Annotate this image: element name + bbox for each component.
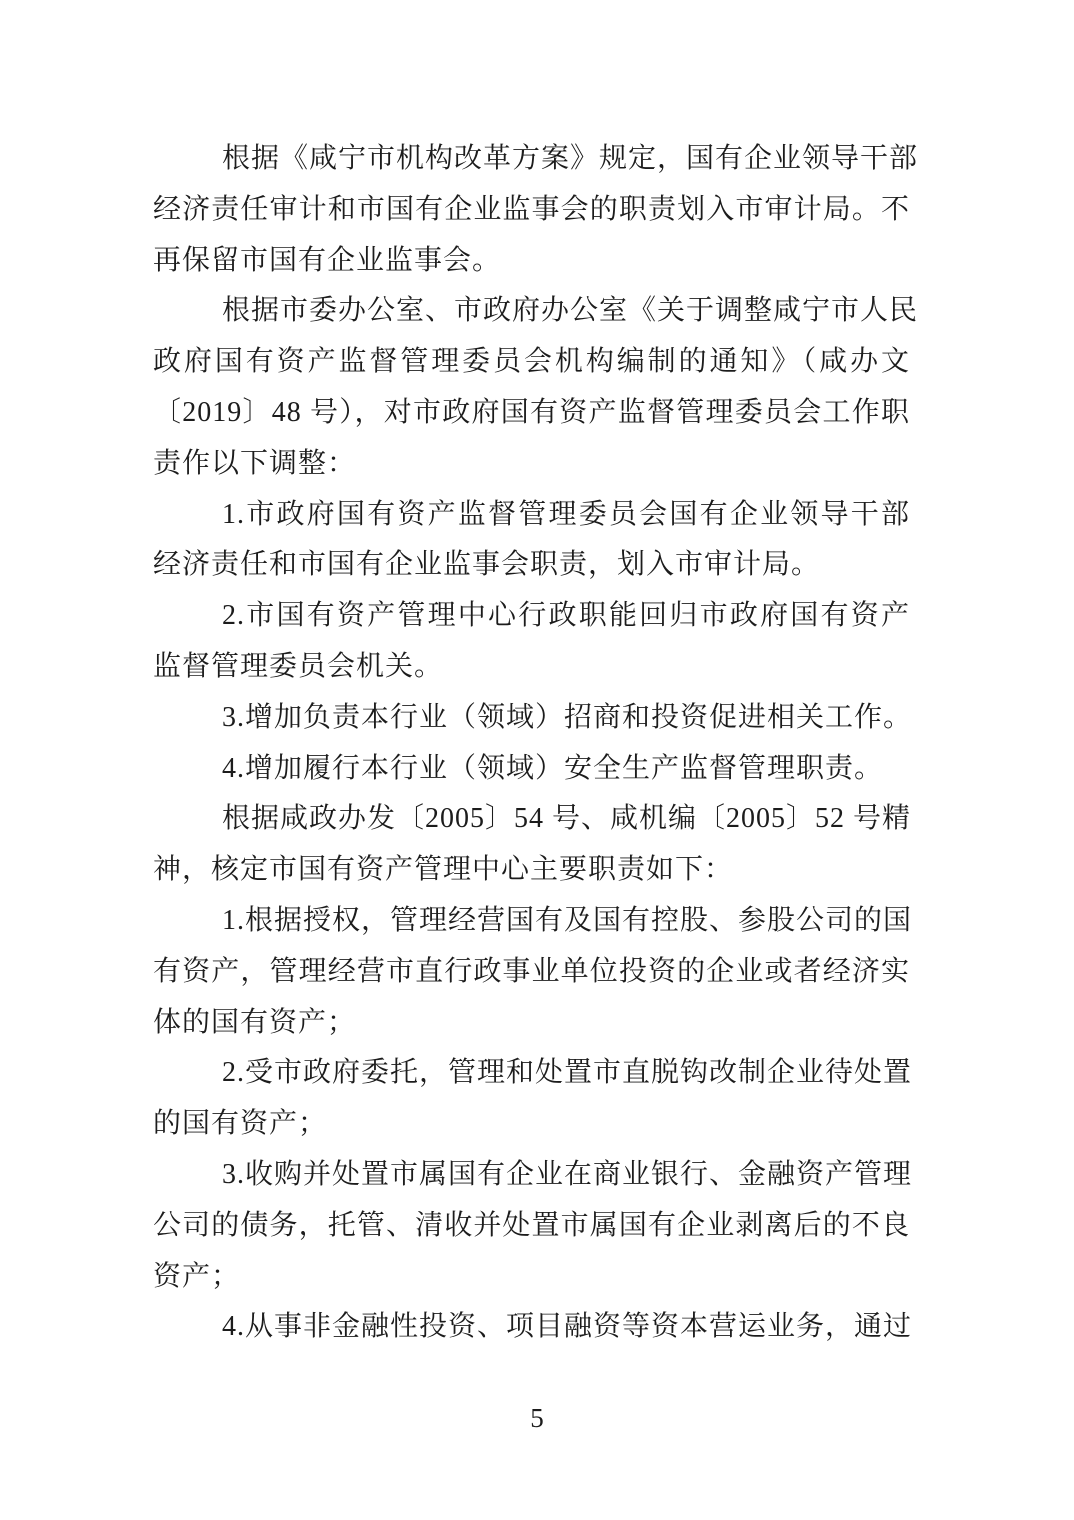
text-line: 公司的债务，托管、清收并处置市属国有企业剥离后的不良 — [153, 1209, 910, 1241]
text-line: 1.根据授权，管理经营国有及国有控股、参股公司的国 — [222, 904, 913, 936]
text-line: 政府国有资产监督管理委员会机构编制的通知》（咸办文 — [153, 346, 910, 378]
text-line: 经济责任和市国有企业监事会职责，划入市审计局。 — [153, 549, 821, 581]
text-line: 3.收购并处置市属国有企业在商业银行、金融资产管理 — [222, 1158, 913, 1190]
text-line: 神，核定市国有资产管理中心主要职责如下： — [153, 854, 734, 886]
text-line: 4.增加履行本行业（领域）安全生产监督管理职责。 — [222, 752, 884, 784]
text-line: 2.受市政府委托，管理和处置市直脱钩改制企业待处置 — [222, 1057, 913, 1089]
text-line: 体的国有资产； — [153, 1006, 357, 1038]
text-line: 根据咸政办发〔2005〕54 号、咸机编〔2005〕52 号精 — [222, 803, 912, 835]
page-number: 5 — [530, 1403, 544, 1433]
text-line: 责作以下调整： — [153, 447, 357, 479]
text-line: 1.市政府国有资产监督管理委员会国有企业领导干部 — [222, 498, 910, 530]
text-line: 的国有资产； — [153, 1108, 328, 1140]
text-line: 4.从事非金融性投资、项目融资等资本营运业务，通过 — [222, 1311, 913, 1343]
text-line: 〔2019〕48 号），对市政府国有资产监督管理委员会工作职 — [153, 396, 910, 428]
text-line: 监督管理委员会机关。 — [153, 650, 444, 682]
text-line: 3.增加负责本行业（领域）招商和投资促进相关工作。 — [222, 701, 913, 733]
text-line: 根据市委办公室、市政府办公室《关于调整咸宁市人民 — [222, 295, 919, 327]
text-line: 再保留市国有企业监事会。 — [153, 244, 502, 276]
text-line: 资产； — [153, 1260, 241, 1292]
text-line: 根据《咸宁市机构改革方案》规定，国有企业领导干部 — [222, 143, 919, 174]
document-body — [153, 134, 919, 1353]
text-line: 有资产，管理经营市直行政事业单位投资的企业或者经济实 — [153, 955, 910, 987]
text-line: 2.市国有资产管理中心行政职能回归市政府国有资产 — [222, 600, 910, 632]
text-line: 经济责任审计和市国有企业监事会的职责划入市审计局。不 — [153, 193, 910, 225]
